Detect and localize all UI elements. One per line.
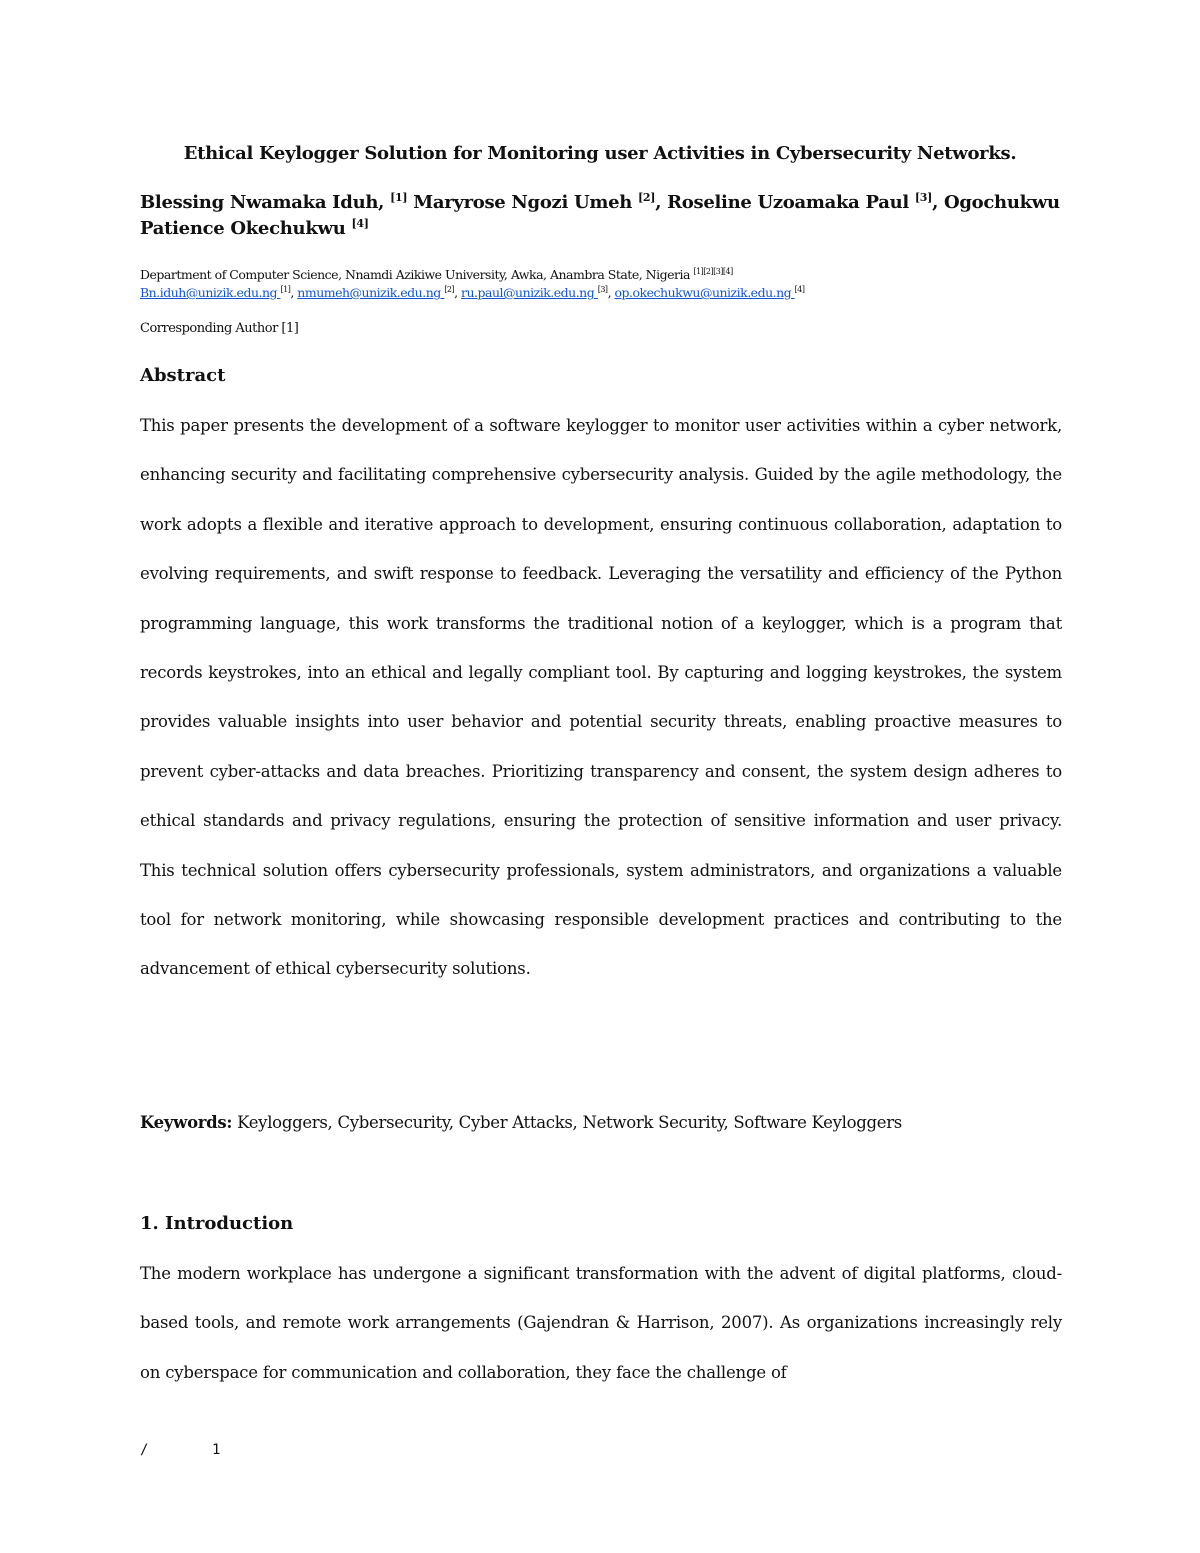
email-mark: [4] [794,285,805,294]
author-mark: [4] [351,217,369,230]
author-name: Maryrose Ngozi Umeh [413,192,639,213]
email-mark: [2] [444,285,455,294]
author-mark: [1] [390,191,408,204]
author-name: Roseline Uzoamaka Paul [667,192,915,213]
paper-title: Ethical Keylogger Solution for Monitoring user Activities in Cybersecurity Networks. [183,143,1017,164]
author-name: Blessing Nwamaka Iduh, [140,192,391,213]
corresponding-author: Corresponding Author [1] [140,321,299,336]
author-separator: , [655,192,668,213]
email-list [140,284,1060,302]
affiliation-marks: [1][2][3][4] [693,267,733,276]
author-mark: [2] [638,191,656,204]
keywords-label: Keywords: [140,1113,233,1132]
email-separator: , [607,285,615,300]
affiliation [140,266,1060,284]
introduction-heading: 1. Introduction [140,1213,294,1234]
abstract-heading: Abstract [140,365,226,386]
email-link[interactable]: op.okechukwu@unizik.edu.ng [614,285,795,300]
page-number: 1 [212,1442,221,1458]
introduction-text: The modern workplace has undergone a significant transformation with the advent of digital platforms, cloud-based tools, and remote work arrangements (Gajendran & Harrison, 2007). As organizations increasingly rely on cyberspace for communication and collaboration, they face the challenge of [140,1264,1062,1382]
email-separator: , [454,285,462,300]
email-link[interactable]: ru.paul@unizik.edu.ng [461,285,598,300]
keywords-text: Keyloggers, Cybersecurity, Cyber Attacks, Network Security, Software Keyloggers [232,1113,902,1132]
email-mark: [3] [597,285,608,294]
abstract-text: This paper presents the development of a software keylogger to monitor user activities within a cyber network, enhancing security and facilitating comprehensive cybersecurity analysis. Guided by the agile methodology, the work adopts a flexible and iterative approach to development, ensuring continuous collaboration, adaptation to evolving requirements, and swift response to feedback. Leveraging the versatility and efficiency of the Python programming language, this work transforms the traditional notion of a keylogger, which is a program that records keystrokes, into an ethical and legally compliant tool. By capturing and logging keystrokes, the system provides valuable insights into user behavior and potential security threats, enabling proactive measures to prevent cyber-attacks and data breaches. Prioritizing transparency and consent, the system design adheres to ethical standards and privacy regulations, ensuring the protection of sensitive information and user privacy. This technical solution offers cybersecurity professionals, system administrators, and organizations a valuable tool for network monitoring, while showcasing responsible development practices and contributing to the advancement of ethical cybersecurity solutions. [140,416,1062,979]
author-name: Ogochukwu Patience Okechukwu [140,192,1060,239]
email-link[interactable]: Bn.iduh@unizik.edu.ng [140,285,281,300]
author-mark: [3] [914,191,933,204]
author-separator: , [932,192,944,213]
email-mark: [1] [280,285,291,294]
email-link[interactable]: nmumeh@unizik.edu.ng [297,285,445,300]
author-list [140,190,1060,242]
email-separator: , [290,285,298,300]
affiliation-text: Department of Computer Science, Nnamdi Azikiwe University, Awka, Anambra State, Nigeria [140,267,694,282]
keywords [140,1110,1062,1136]
footer-slash: / [140,1442,149,1458]
